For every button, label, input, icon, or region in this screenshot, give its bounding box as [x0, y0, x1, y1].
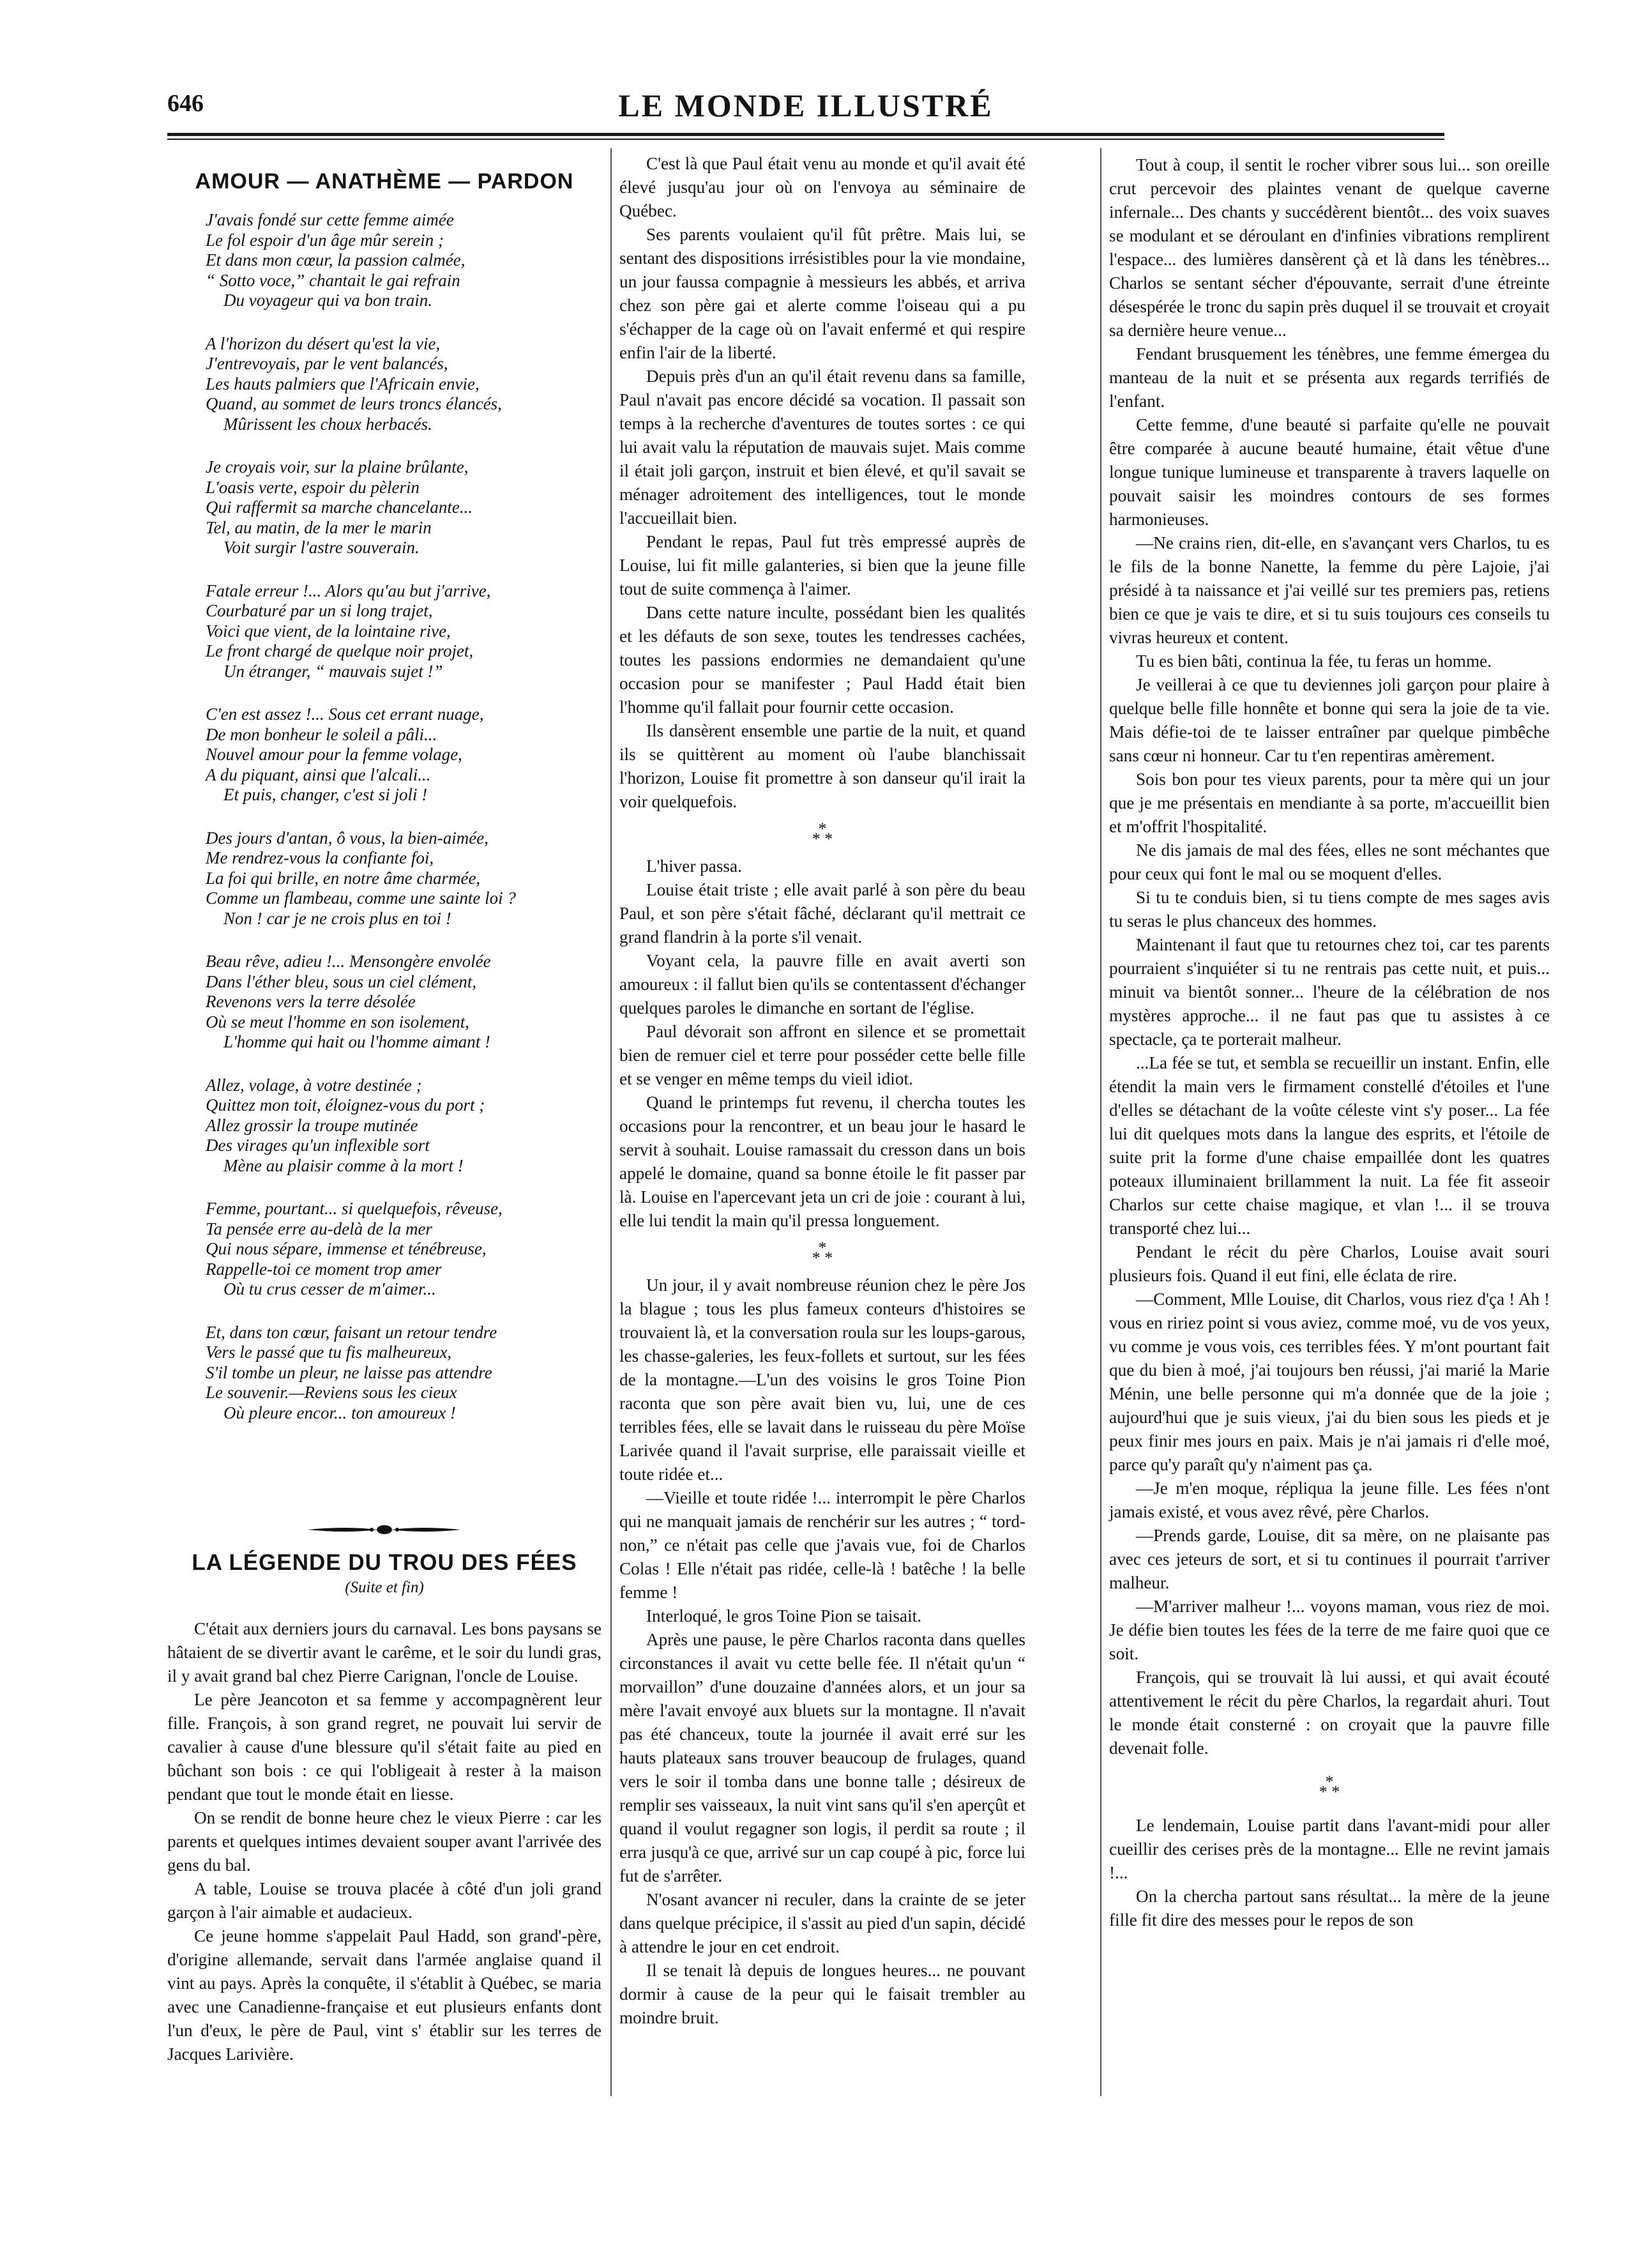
- poem-line: Le souvenir.—Reviens sous les cieux: [206, 1383, 457, 1402]
- paragraph: A table, Louise se trouva placée à côté d'un joli grand garçon à l'air aimable et audacieux.: [167, 1879, 601, 1922]
- story-title: LA LÉGENDE DU TROU DES FÉES: [192, 1550, 577, 1575]
- poem-line: Nouvel amour pour la femme volage,: [206, 745, 462, 764]
- paragraph: Fendant brusquement les ténèbres, une femme émergea du manteau de la nuit et se présenta aux regards terrifiés de l'enfant.: [1109, 344, 1550, 411]
- poem-line: Tel, au matin, de la mer le marin: [206, 517, 432, 537]
- column-divider-1: [610, 148, 612, 2096]
- poem-line: Rappelle-toi ce moment trop amer: [206, 1259, 442, 1279]
- column-divider-2: [1100, 148, 1101, 2096]
- poem-line: A du piquant, ainsi que l'alcali...: [206, 765, 431, 784]
- poem-stanza: [206, 581, 601, 682]
- paragraph: C'était aux derniers jours du carnaval. Les bons paysans se hâtaient de se divertir avant le carême, et le soir du lundi gras, il y avait grand bal chez Pierre Carignan, l'oncle de Louise.: [167, 1619, 601, 1686]
- poem-line: A l'horizon du désert qu'est la vie,: [206, 333, 441, 353]
- poem-line: Je croyais voir, sur la plaine brûlante,: [206, 457, 469, 476]
- poem-stanza: [206, 952, 601, 1053]
- poem-title: AMOUR — ANATHÈME — PARDON: [195, 169, 574, 194]
- ornament-divider: [167, 1519, 601, 1532]
- poem-stanza: [206, 1199, 601, 1300]
- paragraph: François, qui se trouvait là lui aussi, et qui avait écouté attentivement le récit du père Charlos, la regardait ahuri. Tout le monde était consterné : on croyait que la pauvre fille devenait folle.: [1109, 1668, 1550, 1758]
- paragraph: Pendant le récit du père Charlos, Louise avait souri plusieurs fois. Quand il eut fini, elle éclata de rire.: [1109, 1242, 1550, 1285]
- paragraph: Pendant le repas, Paul fut très empressé auprès de Louise, lui fit mille galanteries, si bien que la jeune fille tout de suite commença à l'aimer.: [619, 532, 1025, 598]
- poem-line: Courbaturé par un si long trajet,: [206, 601, 433, 620]
- paragraph: Si tu te conduis bien, si tu tiens compte de mes sages avis tu seras le plus chanceux des hommes.: [1109, 888, 1550, 931]
- paragraph: Interloqué, le gros Toine Pion se taisait.: [646, 1606, 922, 1625]
- poem-line: Allez grossir la troupe mutinée: [206, 1115, 418, 1135]
- poem-stanza: [206, 334, 601, 435]
- paragraph: Cette femme, d'une beauté si parfaite qu'elle ne pouvait être comparée à aucune beauté humaine, était vêtue d'une longue tunique lumineuse et transparente à travers laquelle on pouvait saisir les moindres contours de ses formes harmonieuses.: [1109, 415, 1550, 529]
- ornament-icon: [308, 1523, 461, 1536]
- poem-line: Des virages qu'un inflexible sort: [206, 1136, 430, 1155]
- poem-line: Quand, au sommet de leurs troncs élancés,: [206, 394, 502, 413]
- paragraph: —Ne crains rien, dit-elle, en s'avançant vers Charlos, tu es le fils de la bonne Nanette, la femme du père Lajoie, j'ai présidé à ta naissance et j'ai veillé sur tes premiers pas, retiens bien ce que je vais te dire, et si tu suis toujours ces conseils tu vivras heureux et content.: [1109, 533, 1550, 647]
- story-col2-part3: [619, 1274, 1025, 2030]
- paragraph: ...La fée se tut, et sembla se recueillir un instant. Enfin, elle étendit la main vers le firmament constellé d'étoiles et l'une d'elles se détachant de la voûte céleste vint s'y poser... La fée lui dit quelques mots dans la langue des esprits, et l'étoile de suite prit la forme d'une chaise empaillée dont les quatres poteaux illuminaient brillamment la nuit. La fée fit asseoir Charlos sur cette chaise magique, et vlan !... il se trouva transporté chez lui...: [1109, 1053, 1550, 1238]
- poem-stanza: [206, 828, 601, 929]
- paragraph: Voyant cela, la pauvre fille en avait averti son amoureux : il fallut bien qu'ils se contentassent d'échanger quelques paroles le dimanche en sortant de l'église.: [619, 951, 1025, 1017]
- poem-line: Quittez mon toit, éloignez-vous du port ;: [206, 1095, 485, 1115]
- poem-stanza: [206, 1076, 601, 1176]
- poem-line: Où pleure encor... ton amoureux !: [223, 1403, 456, 1422]
- paragraph: N'osant avancer ni reculer, dans la crainte de se jeter dans quelque précipice, il s'assit au pied d'un sapin, décidé à attendre le jour en cet endroit.: [619, 1890, 1025, 1956]
- poem-line: Qui raffermit sa marche chancelante...: [206, 498, 473, 517]
- poem-line: Comme un flambeau, comme une sainte loi ?: [206, 888, 516, 908]
- poem-line: Et dans mon cœur, la passion calmée,: [206, 250, 465, 270]
- paragraph: Ils dansèrent ensemble une partie de la nuit, et quand ils se quittèrent au moment où l'aube blanchissait l'horizon, Louise fit promettre à son danseur qu'il irait la voir quelquefois.: [619, 721, 1025, 811]
- poem-line: La foi qui brille, en notre âme charmée,: [206, 868, 481, 888]
- poem-line: Ta pensée erre au-delà de la mer: [206, 1219, 432, 1238]
- paragraph: Ne dis jamais de mal des fées, elles ne sont méchantes que pour ceux qui font le mal ou se moquent d'elles.: [1109, 841, 1550, 883]
- poem-line: Qui nous sépare, immense et ténébreuse,: [206, 1239, 487, 1258]
- page-number: 646: [167, 90, 204, 117]
- section-break-stars: * * *: [1319, 1772, 1340, 1801]
- poem-stanza: [206, 210, 601, 311]
- story-subtitle: (Suite et fin): [345, 1579, 424, 1596]
- poem-stanza: [206, 1323, 601, 1424]
- poem-line: J'avais fondé sur cette femme aimée: [206, 210, 454, 229]
- poem-stanza: [206, 704, 601, 805]
- poem-line: J'entrevoyais, par le vent balancés,: [206, 354, 448, 373]
- paragraph: On la chercha partout sans résultat... la mère de la jeune fille fit dire des messes pour le repos de son: [1109, 1887, 1550, 1929]
- poem-line: Le fol espoir d'un âge mûr serein ;: [206, 230, 444, 250]
- column-1: [167, 152, 601, 2066]
- story-col2-part2: [619, 855, 1025, 1233]
- poem-line: Le front chargé de quelque noir projet,: [206, 641, 474, 660]
- poem-line: “ Sotto voce,” chantait le gai refrain: [206, 270, 460, 290]
- header-rule-thin: [167, 139, 1444, 140]
- masthead-title: LE MONDE ILLUSTRÉ: [618, 88, 994, 123]
- paragraph: Un jour, il y avait nombreuse réunion chez le père Jos la blague ; tous les plus fameux conteurs d'histoires se trouvaient là, et la conversation roula sur les loups-garous, les chasse-galeries, les feux-follets et surtout, sur les fées de la montagne.—L'un des voisins le gros Toine Pion raconta que son père avait bien vu, lui, une de ces terribles fées, elle se lavait dans le ruisseau du père Moïse Larivée quand il l'avait surprise, elle paraissait vieille et toute ridée et...: [619, 1275, 1025, 1484]
- paragraph: —M'arriver malheur !... voyons maman, vous riez de moi. Je défie bien toutes les fées de la terre de me faire quoi que ce soit.: [1109, 1597, 1550, 1663]
- column-2: [619, 152, 1025, 2030]
- paragraph: Louise était triste ; elle avait parlé à son père du beau Paul, et son père s'était fâché, déclarant qu'il mettrait ce grand flandrin à la porte s'il venait.: [619, 880, 1025, 947]
- poem-line: Revenons vers la terre désolée: [206, 992, 416, 1011]
- section-break-stars: * * *: [812, 819, 833, 848]
- poem-line: Où tu crus cesser de m'aimer...: [223, 1279, 436, 1298]
- paragraph: L'hiver passa.: [646, 856, 742, 876]
- paragraph: Le père Jeancoton et sa femme y accompagnèrent leur fille. François, à son grand regret, ne pouvait lui servir de cavalier à cause d'une blessure qu'il s'était faite au pied en bûchant son bois : ce qui l'obligeait à rester à la maison pendant que tout le monde était en liesse.: [167, 1690, 601, 1804]
- paragraph: Je veillerai à ce que tu deviennes joli garçon pour plaire à quelque belle fille honnête et bonne qui sera la joie de ta vie. Mais défie-toi de te laisser entraîner par quelque pimbêche sans cœur ni honneur. Car tu t'en repentiras amèrement.: [1109, 675, 1550, 765]
- poem-line: Les hauts palmiers que l'Africain envie,: [206, 374, 480, 393]
- story-col3-part2: [1109, 1814, 1550, 1932]
- poem-line: Vers le passé que tu fis malheureux,: [206, 1343, 452, 1362]
- paragraph: Après une pause, le père Charlos raconta dans quelles circonstances il avait vu cette belle fée. Il n'était qu'un “ morvaillon” d'une douzaine d'années alors, et un jour sa mère l'avait envoyé aux bluets sur la montagne. Il n'avait pas été chanceux, toute la journée il avait erré sur les hauts plateaux sans trouver beaucoup de frulages, quand vers le soir il tomba dans une bonne talle ; désireux de remplir ses vaisseaux, la nuit vint sans qu'il s'en aperçût et quand il voulut regagner son logis, il perdit sa route ; il erra jusqu'à ce que, arrivé sur un cap coupé à pic, force lui fut de s'arrêter.: [619, 1630, 1025, 1885]
- column-3: [1109, 153, 1550, 1932]
- poem-line: Voici que vient, de la lointaine rive,: [206, 621, 451, 641]
- poem-line: Mûrissent les choux herbacés.: [223, 414, 432, 434]
- paragraph: Sois bon pour tes vieux parents, pour ta mère qui un jour que je me présentais en mendiante à sa porte, m'accueillit bien et m'offrit l'hospitalité.: [1109, 770, 1550, 836]
- paragraph: Le lendemain, Louise partit dans l'avant-midi pour aller cueillir des cerises près de la montagne... Elle ne revint jamais !...: [1109, 1816, 1550, 1882]
- paragraph: —Je m'en moque, répliqua la jeune fille. Les fées n'ont jamais existé, et vous avez rêvé, père Charlos.: [1109, 1479, 1550, 1521]
- page-header: [167, 89, 1444, 128]
- poem-line: De mon bonheur le soleil a pâli...: [206, 724, 437, 744]
- poem-line: Un étranger, “ mauvais sujet !”: [223, 661, 443, 681]
- poem-line: Du voyageur qui va bon train.: [223, 291, 432, 310]
- paragraph: —Prends garde, Louise, dit sa mère, on ne plaisante pas avec ces jeteurs de sort, et si tu continues il pourrait t'arriver malheur.: [1109, 1526, 1550, 1592]
- poem-line: Voit surgir l'astre souverain.: [223, 538, 420, 557]
- poem-line: Non ! car je ne crois plus en toi !: [223, 908, 451, 928]
- paragraph: Ses parents voulaient qu'il fût prêtre. Mais lui, se sentant des dispositions irrésistibles pour la vie mondaine, un jour faussa compagnie à messieurs les abbés, et arriva chez son père gai et alerte comme l'oiseau qui a pu s'échapper de la cage où on l'avait enfermé et qui respire enfin l'air de la liberté.: [619, 225, 1025, 362]
- section-break-stars: * * *: [812, 1238, 833, 1267]
- poem-line: Beau rêve, adieu !... Mensongère envolée: [206, 952, 491, 971]
- poem-line: Et puis, changer, c'est si joli !: [223, 785, 428, 804]
- poem-line: Fatale erreur !... Alors qu'au but j'arrive,: [206, 581, 491, 600]
- paragraph: Ce jeune homme s'appelait Paul Hadd, son grand'-père, d'origine allemande, servait dans l'armée anglaise quand il vint au pays. Après la conquête, il s'établit à Québec, se maria avec une Canadienne-française et eut plusieurs enfants dont l'un d'eux, le père de Paul, vint s' établir sur les terres de Jacques Larivière.: [167, 1926, 601, 2064]
- poem-body: [206, 210, 601, 1423]
- story-col3-part1: [1109, 153, 1550, 1760]
- paragraph: Depuis près d'un an qu'il était revenu dans sa famille, Paul n'avait pas encore décidé sa vocation. Il passait son temps à la recherche d'aventures de toutes sortes : ce qui lui avait valu la réputation de mauvais sujet. Mais comme il était joli garçon, instruit et bien élevé, et qu'il savait se ménager adroitement des intelligences, tout le monde l'accueillait bien.: [619, 367, 1025, 528]
- poem-line: L'oasis verte, espoir du pèlerin: [206, 477, 420, 497]
- story-col2-part1: [619, 152, 1025, 814]
- poem-line: Et, dans ton cœur, faisant un retour tendre: [206, 1322, 497, 1342]
- paragraph: Tout à coup, il sentit le rocher vibrer sous lui... son oreille crut percevoir des plaintes venant de quelque caverne infernale... Des chants y succédèrent bientôt... des voix suaves se modulant et se déroulant en d'infinies vibrations remplirent l'espace... des lumières dansèrent çà et là dans les ténèbres... Charlos se sentant sécher d'épouvante, serrait d'une étreinte désespérée le tronc du sapin près duquel il se trouvait et croyait sa dernière heure venue...: [1109, 155, 1550, 340]
- paragraph: —Comment, Mlle Louise, dit Charlos, vous riez d'ça ! Ah ! vous en ririez point si vous aviez, comme moé, vu de vos yeux, vu comme je vous vois, ces terribles fées. Y m'ont pourtant fait que du bien à moé, j'ai toujours ben réussi, j'ai marié la Marie Ménin, une belle personne qui m'a donnée que de la joie ; aujourd'hui que je suis vieux, j'ai du bien sous les pieds et je peux finir mes jours en paix. Mais je n'ai jamais ri d'elle moé, parce qu'y paraît qu'y n'aiment pas ça.: [1109, 1290, 1550, 1474]
- paragraph: Paul dévorait son affront en silence et se promettait bien de remuer ciel et terre pour posséder cette belle fille et se venger en même temps du vieil idiot.: [619, 1022, 1025, 1088]
- paragraph: C'est là que Paul était venu au monde et qu'il avait été élevé jusqu'au jour où on l'envoya au séminaire de Québec.: [619, 154, 1025, 220]
- poem-line: C'en est assez !... Sous cet errant nuage,: [206, 704, 484, 724]
- poem-line: S'il tombe un pleur, ne laisse pas attendre: [206, 1362, 492, 1382]
- paragraph: Maintenant il faut que tu retournes chez toi, car tes parents pourraient s'inquiéter si tu ne rentrais pas cette nuit, et puis... minuit va bientôt sonner... l'heure de la célébration de nos mystères approche... il ne faut pas que tu assistes à ce spectacle, ça te porterait malheur.: [1109, 935, 1550, 1049]
- story-col1-text: [167, 1617, 601, 2066]
- paragraph: Il se tenait là depuis de longues heures... ne pouvant dormir à cause de la peur qui le faisait trembler au moindre bruit.: [619, 1961, 1025, 2027]
- poem-line: Mène au plaisir comme à la mort !: [223, 1155, 464, 1175]
- poem-line: Me rendrez-vous la confiante foi,: [206, 848, 434, 867]
- poem-line: Dans l'éther bleu, sous un ciel clément,: [206, 971, 477, 991]
- poem-line: Femme, pourtant... si quelquefois, rêveuse,: [206, 1199, 503, 1218]
- poem-stanza: [206, 457, 601, 558]
- paragraph: —Vieille et toute ridée !... interrompit le père Charlos qui ne manquait jamais de renchérir sur les autres ; “ tord-non,” ce n'était pas celle que j'avais vue, foi de Charlos Colas ! Elle n'était pas ridée, celle-là ! batêche ! la belle femme !: [619, 1488, 1025, 1602]
- poem-line: Où se meut l'homme en son isolement,: [206, 1012, 469, 1031]
- poem-line: L'homme qui hait ou l'homme aimant !: [223, 1032, 491, 1051]
- paragraph: Dans cette nature inculte, possédant bien les qualités et les défauts de son sexe, toutes les tendresses cachées, toutes les passions endormies ne demandaient qu'une occasion pour se manifester ; Paul Hadd était bien l'homme qu'il fallait pour fournir cette occasion.: [619, 603, 1025, 717]
- paragraph: On se rendit de bonne heure chez le vieux Pierre : car les parents et quelques intimes devaient souper avant l'arrivée des gens du bal.: [167, 1808, 601, 1875]
- poem-line: Des jours d'antan, ô vous, la bien-aimée,: [206, 828, 488, 848]
- paragraph: Tu es bien bâti, continua la fée, tu feras un homme.: [1136, 651, 1492, 671]
- header-rule-thick: [167, 133, 1444, 136]
- poem-line: Allez, volage, à votre destinée ;: [206, 1075, 422, 1095]
- paragraph: Quand le printemps fut revenu, il chercha toutes les occasions pour la rencontrer, et un beau jour le hasard le servit à souhait. Louise ramassait du cresson dans un bois appelé le domaine, quand sa bonne étoile le fit passer par là. Louise en l'apercevant jeta un cri de joie : courant à lui, elle lui tendit la main qu'il pressa longuement.: [619, 1093, 1025, 1230]
